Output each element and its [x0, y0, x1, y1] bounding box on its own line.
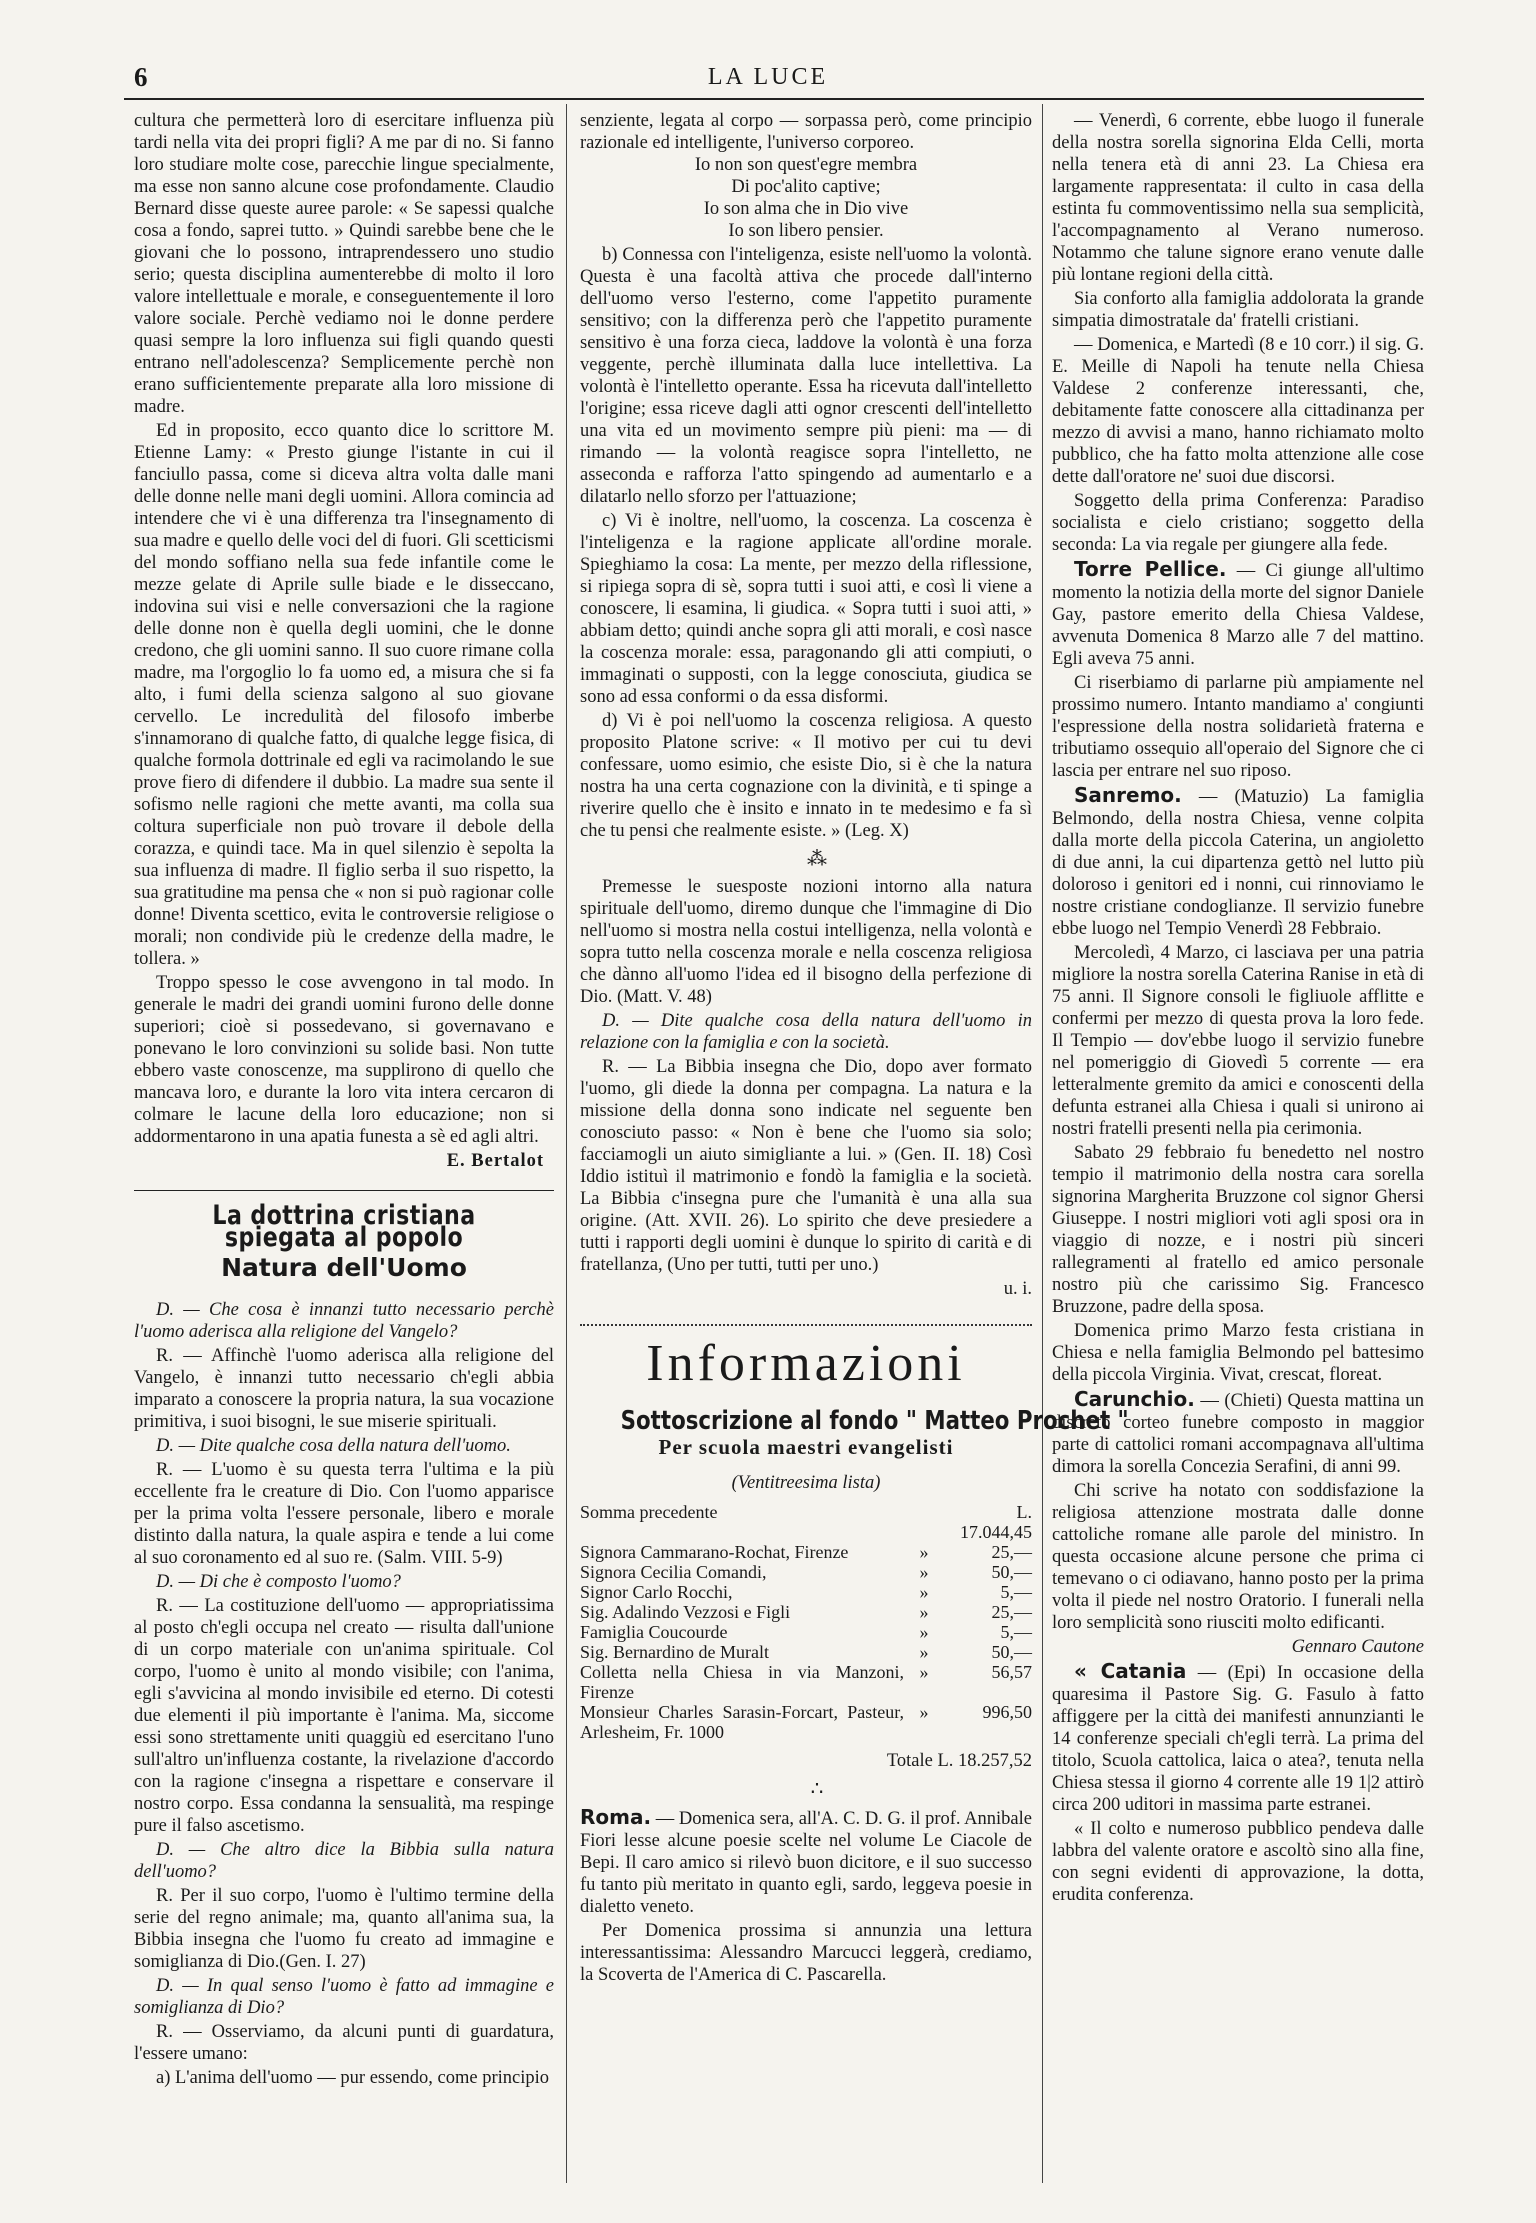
subscription-donor: Sig. Bernardino de Muralt — [580, 1642, 769, 1662]
paragraph: b) Connessa con l'inteligenza, esiste nell'uomo la volontà. Questa è una facoltà attiva che procede dall'interno dell'uomo verso l'esterno, come l'appetito puramente sensitivo; con la differenza però che l'appetito puramente sensitivo è una forza cieca, laddove la volontà è una forza veggente, perchè illuminata dalla luce intellettiva. La volontà è l'intelletto operante. Essa ha ricevuta dall'intelletto l'origine; essa riceve dagli atti ognor crescenti dell'intelletto una vita ed un movimento sempre più pieni: ma — di rimando — la volontà reagisce sopra l'intelletto, ne asseconda e rafforza l'atto spingendo ad aumentarlo e a dilatarlo nello sforzo per l'attuazione; — [580, 245, 1032, 507]
paragraph: Ed in proposito, ecco quanto dice lo scrittore M. Etienne Lamy: « Presto giunge l'istante in cui il fanciullo passa, come si diceva altra volta dalle mani delle donne nelle mani degli uomini. Allora comincia ad intendere che vi è una differenza tra l'insegnamento di sua madre e quello delle voci del di fuori. Gli scetticismi del mondo soffiano nella sua fede infantile come le mezze gelate di Aprile sulle biade e le disseccano, indovina sui visi e nelle conversazioni che la ragione delle donne non è quella degli uomini, che le donne credono, che gli uomini sanno. Il suo cuore rimane colla madre, ma l'orgoglio lo fa uomo ed, a misura che si fa alto, i fumi della scienza salgono al suo giovane cervello. Le incredulità del filosofo imberbe s'innamorano di qualche fatto, di qualche legge fisica, di qualche formola dottrinale ed egli va racimolando le sue prove fiero di difendere il dubbio. La madre sua sente il sofismo nelle ragioni che mette avanti, ma colla sua coltura superficiale non può trovare il debole della corazza, e quindi tace. Ma in quel silenzio è sepolta la sua influenza di madre. Il figlio serba il suo rispetto, la sua gratitudine ma pensa che « non si può ragionar colle donne! Diventa scettico, evita le controversie religiose o morali; non condivide più le credenze della madre, le tollera. » — [134, 421, 554, 969]
news-lead: Torre Pellice. — [1074, 557, 1227, 581]
answer: a) L'anima dell'uomo — pur essendo, come principio — [156, 2068, 550, 2088]
subscription-donor: Colletta nella Chiesa in via Manzoni, Firenze — [580, 1662, 904, 1702]
wavy-divider — [580, 1314, 1032, 1326]
news-lead: « Catania — [1074, 1659, 1187, 1683]
paragraph: Soggetto della prima Conferenza: Paradiso socialista e cielo cristiano; soggetto della seconda: La via regale per giungere alla fede. — [1052, 491, 1424, 555]
subscription-row — [580, 1642, 1032, 1662]
subscription-amount: 50,— — [991, 1642, 1032, 1662]
subscription-ditto: » — [919, 1662, 929, 1682]
subscription-donor: Sig. Adalindo Vezzosi e Figli — [580, 1602, 791, 1622]
subscription-ditto: » — [919, 1622, 929, 1642]
page-number: 6 — [134, 62, 148, 92]
subscription-ditto: » — [919, 1602, 929, 1622]
informazioni-heading: Informazioni — [646, 1335, 966, 1392]
answer: R. — La Bibbia insegna che Dio, dopo aver formato l'uomo, gli diede la donna per compagna. La natura e la missione della donna sono indicate nel seguente ben conosciuto passo: « Non è bene che l'uomo sia solo; facciamogli un aiuto simigliante a lui. » (Gen. II. 18) Così Iddio istituì il matrimonio e fondò la famiglia e la società. La Bibbia c'insegna pure che l'umanità è una alla sua origine. (Att. XVII. 26). Lo spirito che deve presiedere a tutti i rapporti degli uomini è dunque lo spirito di carità e di fratellanza, (Uno per tutti, tutti per uno.) — [580, 1057, 1032, 1275]
paragraph: — Venerdì, 6 corrente, ebbe luogo il funerale della nostra sorella signorina Elda Celli, morta nella tenera età di anni 23. La Chiesa era largamente rappresentata: il culto in casa della estinta fu commoventissimo nella sua semplicità, l'accompagnamento al Verano numeroso. Notammo che talune signore erano venute dalle più lontane regioni della città. — [1052, 111, 1424, 285]
poem-line: Io non son quest'egre membra — [694, 155, 918, 175]
fund-list-number: (Ventitreesima lista) — [731, 1473, 881, 1493]
news-text: — (Epi) In occasione della quaresima il Pastore Sig. G. Fasulo à fatto affiggere per la città dei manifesti annunzianti le 14 conferenze speciali ch'egli terrà. La prima del titolo, Scuola cattolica, laica o atea?, tenuta nella Chiesa stessa il giorno 4 corrente alle 19 1|2 attirò circa 200 uditori in massima parte estranei. — [1052, 1663, 1425, 1815]
subscription-amount: 996,50 — [982, 1702, 1032, 1722]
subscription-donor: Signor Carlo Rocchi, — [580, 1582, 733, 1602]
paragraph: Sia conforto alla famiglia addolorata la grande simpatia dimostratale da' fratelli cristiani. — [1052, 289, 1424, 331]
subscription-donor: Famiglia Coucourde — [580, 1622, 728, 1642]
subscription-ditto: » — [919, 1562, 929, 1582]
paragraph: Per Domenica prossima si annunzia una lettura interessantissima: Alessandro Marcucci leggerà, crediamo, la Scoverta de l'America di C. Pascarella. — [580, 1921, 1032, 1985]
subscription-donor: Monsieur Charles Sarasin-Forcart, Pasteur, Arlesheim, Fr. 1000 — [580, 1702, 904, 1742]
subscription-row — [580, 1542, 1032, 1562]
section-subtitle: Natura dell'Uomo — [221, 1253, 467, 1282]
subscription-total: Totale L. 18.257,52 — [886, 1751, 1032, 1771]
subscription-amount: 5,— — [1000, 1622, 1032, 1642]
section-divider — [134, 1190, 554, 1191]
signature: E. Bertalot — [446, 1151, 544, 1171]
news-lead: Roma. — [580, 1805, 652, 1829]
subscription-ditto: » — [919, 1702, 929, 1722]
paragraph: Sabato 29 febbraio fu benedetto nel nostro tempio il matrimonio della nostra cara sorella signorina Margherita Bruzzone col signor Ghersi Giuseppe. I nostri migliori voti agli sposi ora in viaggio di nozze, e i nostri più sinceri rallegramenti al fratello ed amico personale nostro più che carissimo Sig. Francesco Bruzzone, padre della sposa. — [1052, 1143, 1424, 1317]
column-rule-1 — [566, 104, 567, 2183]
subscription-ditto: » — [919, 1542, 929, 1562]
section-title: La dottrina cristiana spiegata al popolo — [212, 1200, 476, 1253]
subscription-amount: 25,— — [991, 1542, 1032, 1562]
paragraph: Troppo spesso le cose avvengono in tal modo. In generale le madri dei grandi uomini furono delle donne superiori; cioè si possedevano, si governavano e ponevano le loro convinzioni su solide basi. Non tutte ebbero vaste conoscenze, ma supplirono di quello che mancava loro, e durante la loro vita intera cercaron di colmare le lacune della loro educazione; non si addormentarono in una apatia funesta a sè ed agli altri. — [134, 973, 554, 1147]
subscription-ditto: » — [919, 1642, 929, 1662]
paragraph: « Il colto e numeroso pubblico pendeva dalle labbra del valente oratore e ascoltò sino alla fine, con segni evidenti di approvazione, la dotta, erudita conferenza. — [1052, 1819, 1424, 1905]
poem-line: Di poc'alito captive; — [731, 177, 881, 197]
column-rule-2 — [1042, 104, 1043, 2183]
question: D. — Dite qualche cosa della natura dell'uomo in relazione con la famiglia e con la società. — [580, 1011, 1032, 1053]
news-catania — [1052, 1660, 1424, 1816]
subscription-row — [580, 1562, 1032, 1582]
subscription-row — [580, 1702, 1032, 1742]
news-torre — [1052, 558, 1424, 670]
answer: R. Per il suo corpo, l'uomo è l'ultimo termine della serie del regno animale; ma, quanto all'anima sua, la Bibbia insegna che l'uomo fu creato ad immagine e somiglianza di Dio.(Gen. I. 27) — [134, 1886, 554, 1972]
masthead: LA LUCE — [707, 64, 829, 90]
news-text: — Domenica sera, all'A. C. D. G. il prof. Annibale Fiori lesse alcune poesie scelte nel volume Le Ciacole de Bepi. Il caro amico si rilevò buon dicitore, e il suo successo fu tanto più meritato in quanto egli, sardo, leggeva poesie in dialetto veneto. — [580, 1809, 1032, 1917]
column-3 — [1052, 110, 1424, 2203]
paragraph: Premesse le suesposte nozioni intorno alla natura spirituale dell'uomo, diremo dunque che l'immagine di Dio nell'uomo si mostra nella costui intelligenza, nella volontà e sopra tutto nella coscenza morale e nella coscenza religiosa che dànno all'uomo l'idea ed il bisogno della perfezione di Dio. (Matt. V. 48) — [580, 877, 1032, 1007]
subscription-row — [580, 1622, 1032, 1642]
paragraph: cultura che permetterà loro di esercitare influenza più tardi nella vita dei propri figli? A me par di no. Si fanno loro studiare molte cose, parecchie lingue specialmente, ma esse non sanno alcune cose profondamente. Claudio Bernard disse queste auree parole: « Se sapessi qualche cosa a fondo, saprei tutto. » Quindi sarebbe bene che le giovani che lo possono, intraprendessero uno studio serio; questa disciplina aumenterebbe di molto il loro valore intellettuale e morale, e conseguentemente il loro valore sociale. Perchè vediamo noi le donne perdere quasi sempre la loro influenza sui figli quando questi entrano nell'adolescenza? Semplicemente perchè non erano sufficientemente preparate alla loro missione di madre. — [134, 111, 554, 417]
subscription-row — [580, 1582, 1032, 1602]
poem-line: Io son libero pensier. — [728, 221, 884, 241]
news-text: — (Matuzio) La famiglia Belmondo, della nostra Chiesa, venne colpita dalla morte della piccola Caterina, un angioletto di due anni, la cui dipartenza gettò nel lutto più doloroso i genitori ed i nonni, cui rinnoviamo le nostre cristiane condoglianze. Il servizio funebre ebbe luogo nel Tempio Venerdì 28 Febbraio. — [1052, 787, 1424, 939]
signature: u. i. — [1003, 1279, 1032, 1299]
paragraph: d) Vi è poi nell'uomo la coscenza religiosa. A questo proposito Platone scrive: « Il motivo per cui tu devi confessare, uomo esimio, che esiste Dio, si è che la natura nostra ha una certa cognazione con la divinità, e ti spinge a riverire quello che è insito e innato in te medesimo e fa sì che tu pensi che realmente esiste. » (Leg. X) — [580, 711, 1032, 841]
fund-title: Sottoscrizione al fondo " Matteo Prochet " — [620, 1406, 1129, 1436]
paragraph: Mercoledì, 4 Marzo, ci lasciava per una patria migliore la nostra sorella Caterina Ranise in età di 75 anni. Il Signore consoli le figliuole afflitte e confermi per mezzo di questa prova la loro fede. Il Tempio — dov'ebbe luogo il servizio funebre nel pomeriggio di Giovedì 5 corrente — era letteralmente gremito da amici e conoscenti della defunta estranei alla Chiesa i quali si unirono ai nostri fratelli presenti nella pia cerimonia. — [1052, 943, 1424, 1139]
subscription-row — [580, 1662, 1032, 1702]
signature: Gennaro Cautone — [1291, 1637, 1424, 1657]
subscription-donor: Signora Cammarano-Rochat, Firenze — [580, 1542, 849, 1562]
subscription-row — [580, 1502, 1032, 1542]
paragraph: Ci riserbiamo di parlarne più ampiamente nel prossimo numero. Intanto mandiamo a' congiunti l'espressione della nostra solidarietà fraterna e tributiamo ossequio all'operaio del Signore che ci lascia per entrare nel suo riposo. — [1052, 673, 1424, 781]
poem-line: Io son alma che in Dio vive — [703, 199, 909, 219]
paragraph: c) Vi è inoltre, nell'uomo, la coscenza. La coscenza è l'inteligenza e la ragione applicate all'ordine morale. Spieghiamo la cosa: La mente, per mezzo della riflessione, si ripiega sopra di sè, sopra tutti i suoi atti, e così li viene a conoscere, li esamina, li giudica. « Sopra tutti i suoi atti, » abbiam detto; quindi anche sopra gli atti morali, e così nasce la coscenza morale: essa, paragonando gli atti compiuti, o immaginati o supposti, con la legge conosciuta, giudica se sono ad essa conformi o da essa disformi. — [580, 511, 1032, 707]
subscription-amount: 5,— — [1000, 1582, 1032, 1602]
subscription-table — [580, 1502, 1032, 1742]
subscription-donor: Signora Cecilia Comandi, — [580, 1562, 767, 1582]
answer: R. — Affinchè l'uomo aderisca alla religione del Vangelo, è innanzi tutto necessario ch'egli abbia imparato a conoscere la propria natura, la sua vocazione primitiva, i suoi bisogni, le sue miserie spirituali. — [134, 1346, 554, 1432]
news-sanremo — [1052, 784, 1424, 940]
paragraph: Chi scrive ha notato con soddisfazione la religiosa attenzione mostrata dalle donne cattoliche romane alle parole del ministro. In questa occasione alcune persone che prima ci temevano o ci odiavano, hanno posto per la prima volta il piede nel nostro Oratorio. I funerali nella loro semplicità sono riusciti molto edificanti. — [1052, 1481, 1424, 1633]
asterism: ⁂ — [807, 848, 827, 870]
paragraph: — Domenica, e Martedì (8 e 10 corr.) il sig. G. E. Meille di Napoli ha tenute nella Chiesa Valdese 2 conferenze interessanti, che, debitamente fatte conoscere alla cittadinanza per mezzo di avvisi a mano, hanno richiamato molto pubblico, che ha fatto molta attenzione alle cose dette dall'oratore ne' suoi due discorsi. — [1052, 335, 1424, 487]
question: D. — Dite qualche cosa della natura dell'uomo. — [156, 1436, 511, 1456]
subscription-amount: 56,57 — [991, 1662, 1032, 1682]
subscription-ditto — [904, 1502, 944, 1542]
column-1 — [134, 110, 554, 2203]
subscription-amount: 50,— — [991, 1562, 1032, 1582]
question: D. — Che altro dice la Bibbia sulla natura dell'uomo? — [134, 1840, 554, 1882]
news-lead: Carunchio. — [1074, 1387, 1195, 1411]
question: D. — Che cosa è innanzi tutto necessario perchè l'uomo aderisca alla religione del Vangelo? — [134, 1300, 554, 1342]
news-roma — [580, 1806, 1032, 1918]
paragraph: senziente, legata al corpo — sorpassa però, come principio razionale ed intelligente, l'universo corporeo. — [580, 111, 1032, 153]
news-text: — Ci giunge all'ultimo momento la notizia della morte del signor Daniele Gay, pastore emerito della Chiesa Valdese, avvenuta Domenica 8 Marzo alle 7 del mattino. Egli aveva 75 anni. — [1052, 561, 1424, 669]
subscription-donor: Somma precedente — [580, 1502, 718, 1522]
paragraph: Domenica primo Marzo festa cristiana in Chiesa e nella famiglia Belmondo pel battesimo della piccola Virginia. Vivat, crescat, floreat. — [1052, 1321, 1424, 1385]
news-lead: Sanremo. — [1074, 783, 1182, 807]
question: D. — In qual senso l'uomo è fatto ad immagine e somiglianza di Dio? — [134, 1976, 554, 2018]
news-text: — (Chieti) Questa mattina un discreto corteo funebre composto in maggior parte di cattolici romani accompagnava all'ultima dimora la sorella Concezia Serafini, di anni 99. — [1052, 1391, 1424, 1477]
answer: R. — Osserviamo, da alcuni punti di guardatura, l'essere umano: — [134, 2022, 554, 2064]
question: D. — Di che è composto l'uomo? — [156, 1572, 401, 1592]
subscription-ditto: » — [919, 1582, 929, 1602]
subscription-amount: L. 17.044,45 — [960, 1502, 1032, 1542]
subscription-amount: 25,— — [991, 1602, 1032, 1622]
news-carunchio — [1052, 1388, 1424, 1478]
fund-subtitle: Per scuola maestri evangelisti — [658, 1435, 954, 1459]
answer: R. — L'uomo è su questa terra l'ultima e la più eccellente fra le creature di Dio. Con l'uomo apparisce per la prima volta l'essere personale, libero e morale distinto dalla natura, la quale aspira e tende a lui come al suo coronamento ed al suo re. (Salm. VIII. 5-9) — [134, 1460, 554, 1568]
subscription-row — [580, 1602, 1032, 1622]
header-rule — [124, 98, 1424, 100]
asterism: ∴ — [810, 1778, 824, 1800]
answer: R. — La costituzione dell'uomo — appropriatissima al posto ch'egli occupa nel creato — risulta dall'unione di un corpo materiale con un'anima spirituale. Col corpo, l'uomo è unito al mondo visibile; con l'anima, egli s'avvicina al mondo invisibile ed eterno. Di cotesti due elementi il più importante è l'anima. Ma, siccome essi sono strettamente uniti quaggiù ed esercitano l'uno sull'altro un'influenza costante, la rivelazione d'accordo con la ragione c'insegna a rispettare e conservare il nostro corpo. Essa condanna la sensualità, ma respinge pure il falso ascetismo. — [134, 1596, 554, 1836]
